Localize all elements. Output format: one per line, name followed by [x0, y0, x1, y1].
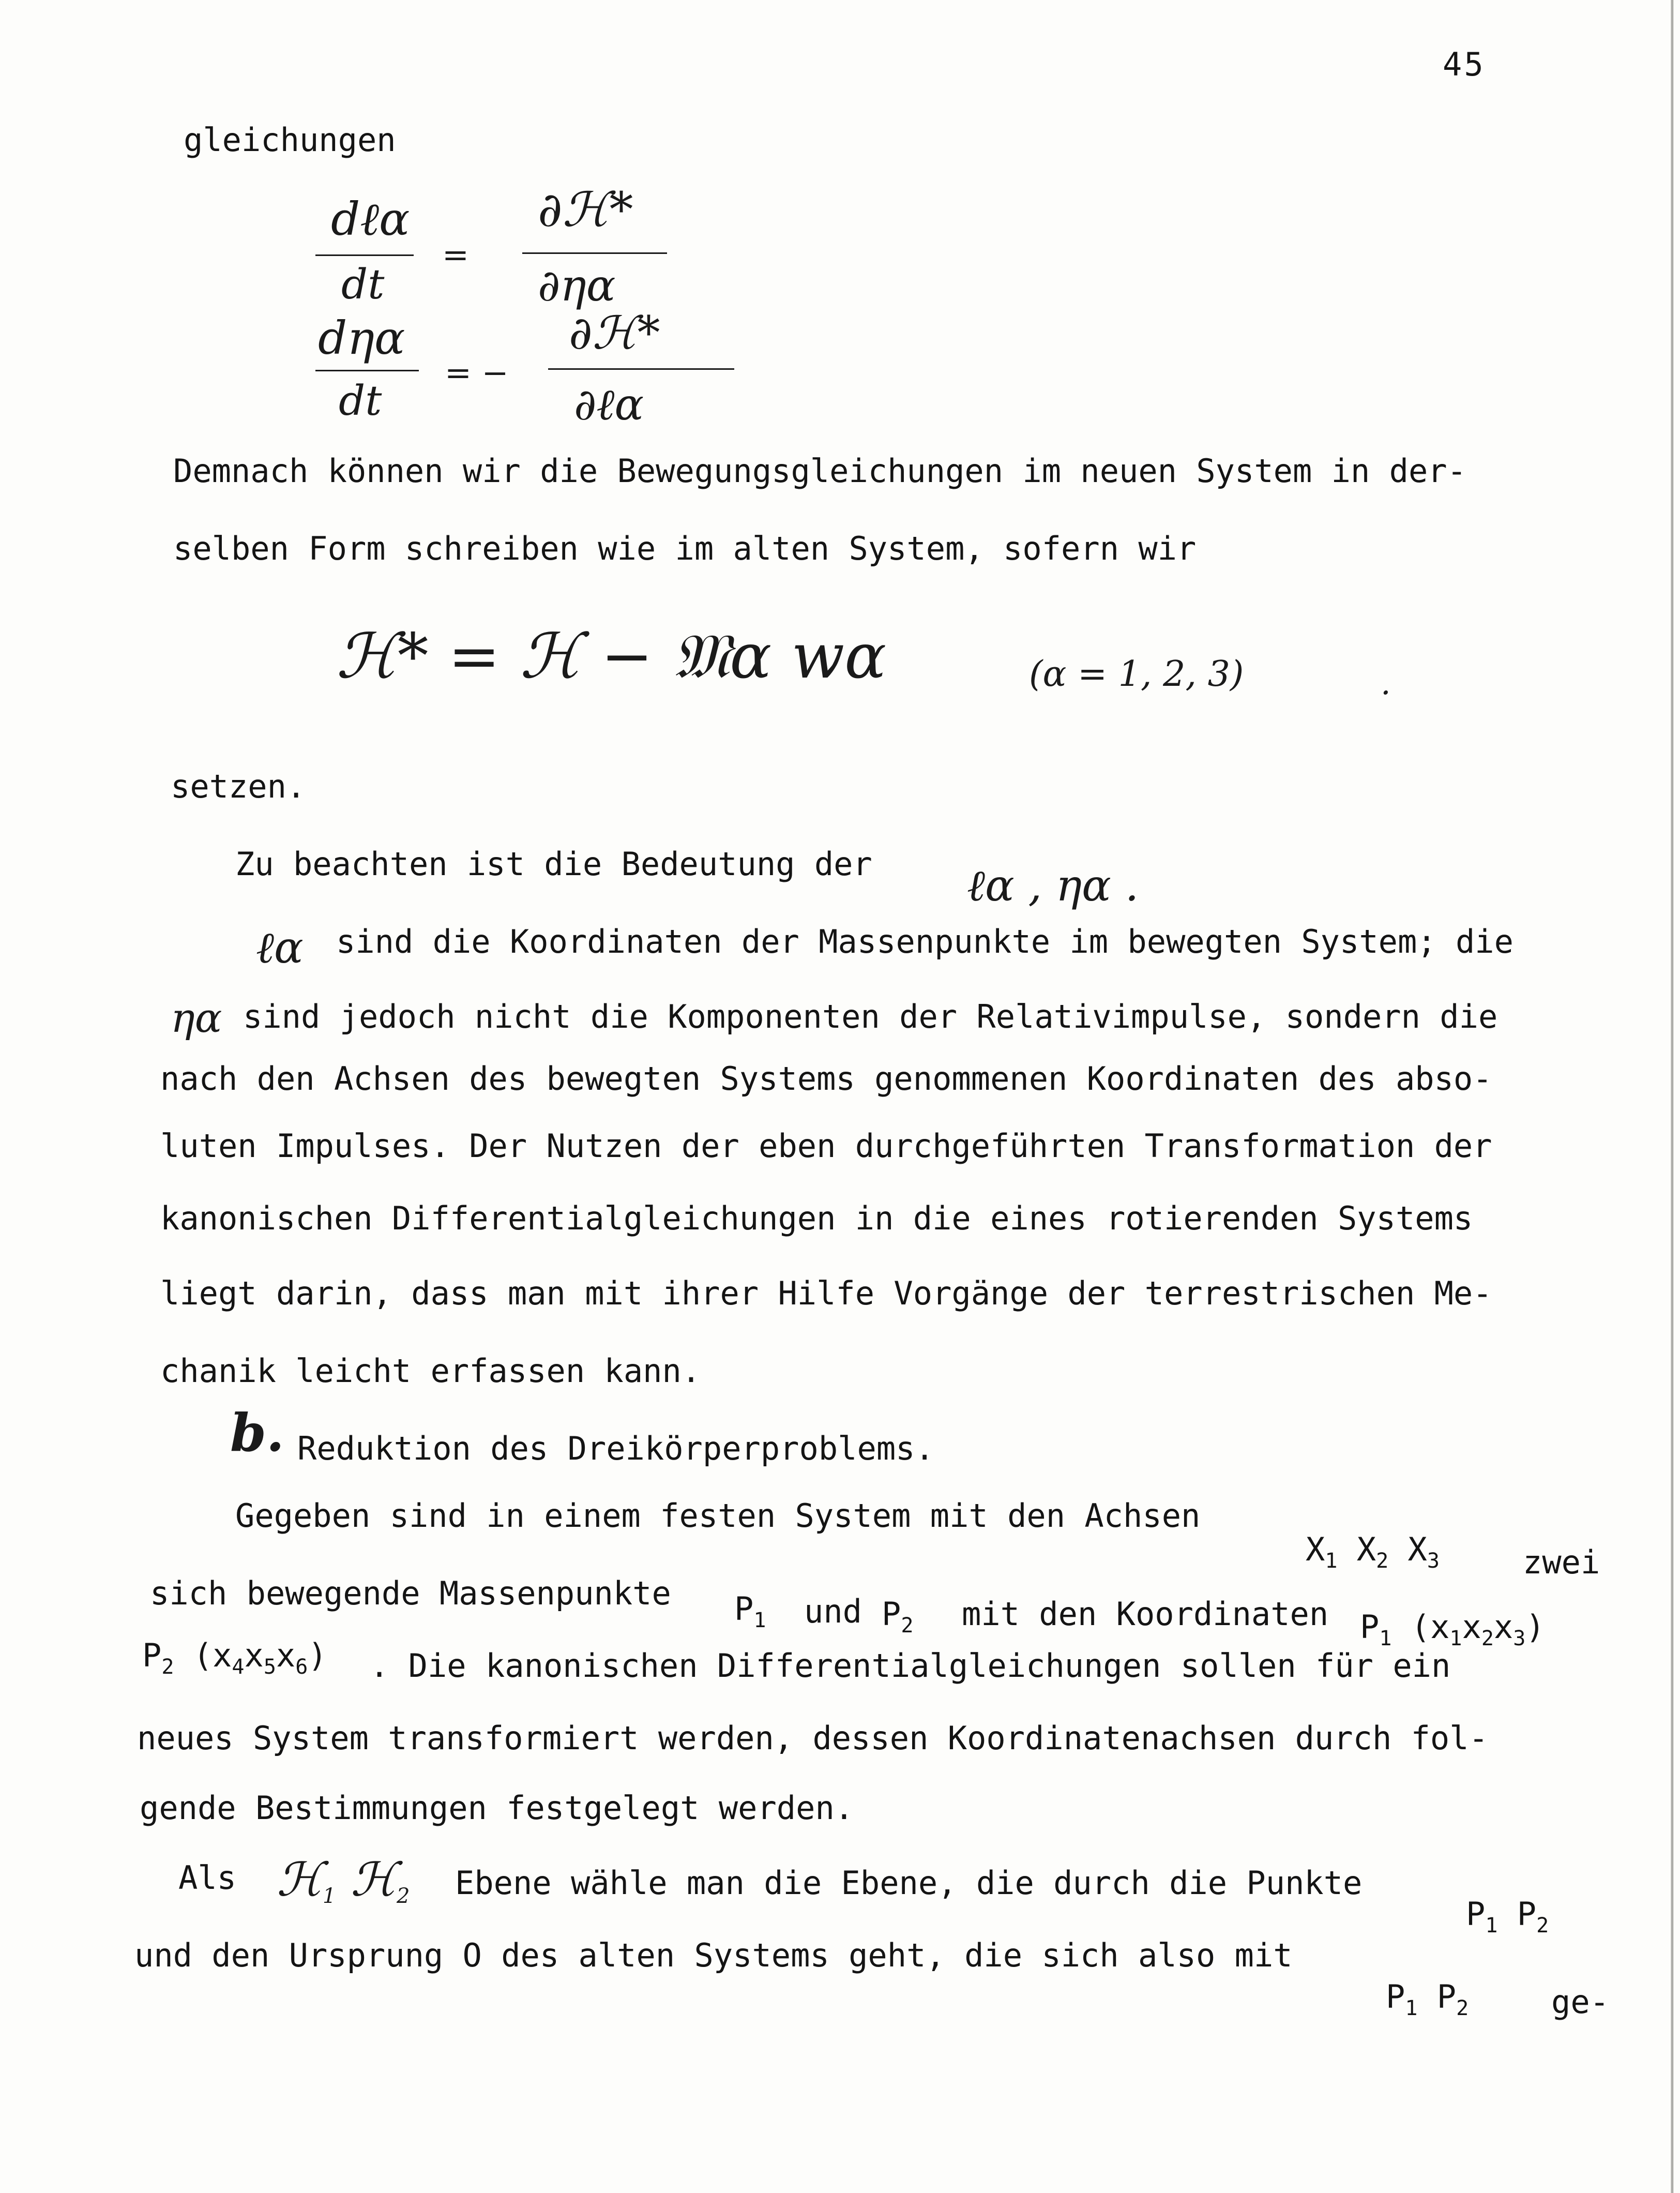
point-p2-coords: $P_2$ $(x_4x_5x_6)$ [142, 1636, 327, 1679]
text-line-20b: ge- [1551, 1983, 1609, 2021]
text-line-4: setzen. [171, 768, 306, 805]
text-line-19a: Als [178, 1859, 236, 1897]
text-line-13-heading: Reduktion des Dreikörperproblems. [297, 1430, 934, 1467]
eq3-index-range: (α = 1, 2, 3) [1029, 654, 1244, 695]
symbols-ell-eta: ℓα , ηα . [967, 860, 1139, 911]
text-line-15c: mit den Koordinaten [962, 1595, 1329, 1633]
symbol-eta-alpha: ηα [171, 995, 222, 1042]
eq1-fraction-bar-left [315, 254, 414, 256]
page-number: 45 [1443, 46, 1486, 83]
symbol-h1-h2: ℋ$_1$ ℋ$_2$ [277, 1853, 410, 1908]
text-line-11: liegt darin, dass man mit ihrer Hilfe Vorgänge der terrestrischen Me- [160, 1274, 1492, 1312]
section-marker-b: b. [230, 1402, 284, 1463]
eq1-fraction-bar-right [522, 252, 667, 254]
text-line-14b: zwei [1523, 1543, 1600, 1581]
text-line-16: . Die kanonischen Differentialgleichungen sollen für ein [370, 1647, 1451, 1685]
text-line-10: kanonischen Differentialgleichungen in die eines rotierenden Systems [160, 1199, 1473, 1237]
axis-labels: $X_1$ $X_2$ $X_3$ [1306, 1530, 1440, 1573]
eq3-hamiltonian: ℋ* = ℋ − 𝔐α wα [336, 621, 887, 693]
point-p2: $P_2$ [882, 1595, 914, 1638]
eq3-period: . [1381, 664, 1391, 702]
text-line-12: chanik leicht erfassen kann. [160, 1352, 701, 1390]
points-p1-p2-line19: $P_1$ $P_2$ [1466, 1895, 1549, 1937]
eq1-denominator-left: dt [341, 260, 385, 308]
page-edge-shadow [1671, 0, 1674, 2193]
text-line-7: sind jedoch nicht die Komponenten der Relativimpulse, sondern die [243, 998, 1498, 1035]
eq2-numerator-left: dηα [318, 311, 405, 365]
eq1-denominator-right: ∂ηα [538, 260, 616, 311]
eq1-numerator-left: dℓα [331, 192, 410, 246]
text-line-9: luten Impulses. Der Nutzen der eben durchgeführten Transformation der [160, 1127, 1492, 1165]
symbol-ell-alpha: ℓα [256, 922, 304, 973]
text-line-15: sich bewegende Massenpunkte [150, 1574, 671, 1612]
eq1-numerator-right: ∂ℋ* [538, 182, 633, 237]
text-line-1: gleichungen [184, 121, 396, 159]
axis-x1: X [1306, 1530, 1325, 1568]
point-p1-coords: $P_1$ $(x_1x_2x_3)$ [1360, 1608, 1545, 1650]
points-p1-p2-line20: $P_1$ $P_2$ [1386, 1978, 1469, 2020]
text-line-8: nach den Achsen des bewegten Systems genommenen Koordinaten des abso- [160, 1060, 1492, 1098]
text-line-5: Zu beachten ist die Bedeutung der [235, 845, 872, 883]
eq1-equals: = [442, 236, 469, 274]
text-line-17: neues System transformiert werden, dessen Koordinatenachsen durch fol- [137, 1719, 1488, 1757]
text-line-2: Demnach können wir die Bewegungsgleichungen im neuen System in der- [173, 452, 1466, 490]
text-line-20: und den Ursprung O des alten Systems geht, die sich also mit [134, 1936, 1293, 1974]
point-p1: $P_1$ [734, 1590, 766, 1632]
eq2-fraction-bar-left [315, 370, 419, 371]
text-line-3: selben Form schreiben wie im alten System, sofern wir [173, 530, 1197, 567]
eq2-numerator-right: ∂ℋ* [569, 306, 660, 359]
axis-x2: X [1356, 1530, 1376, 1568]
eq2-equals-minus: = − [445, 354, 509, 392]
eq2-fraction-bar-right [548, 368, 734, 370]
text-line-18: gende Bestimmungen festgelegt werden. [140, 1789, 854, 1827]
text-line-15b: und [804, 1593, 862, 1630]
text-line-14: Gegeben sind in einem festen System mit den Achsen [235, 1497, 1201, 1535]
axis-x3: X [1407, 1530, 1427, 1568]
text-line-6: sind die Koordinaten der Massenpunkte im bewegten System; die [336, 923, 1513, 960]
text-line-19b: Ebene wähle man die Ebene, die durch die Punkte [455, 1864, 1363, 1902]
eq2-denominator-right: ∂ℓα [574, 379, 644, 430]
eq2-denominator-left: dt [339, 377, 382, 425]
